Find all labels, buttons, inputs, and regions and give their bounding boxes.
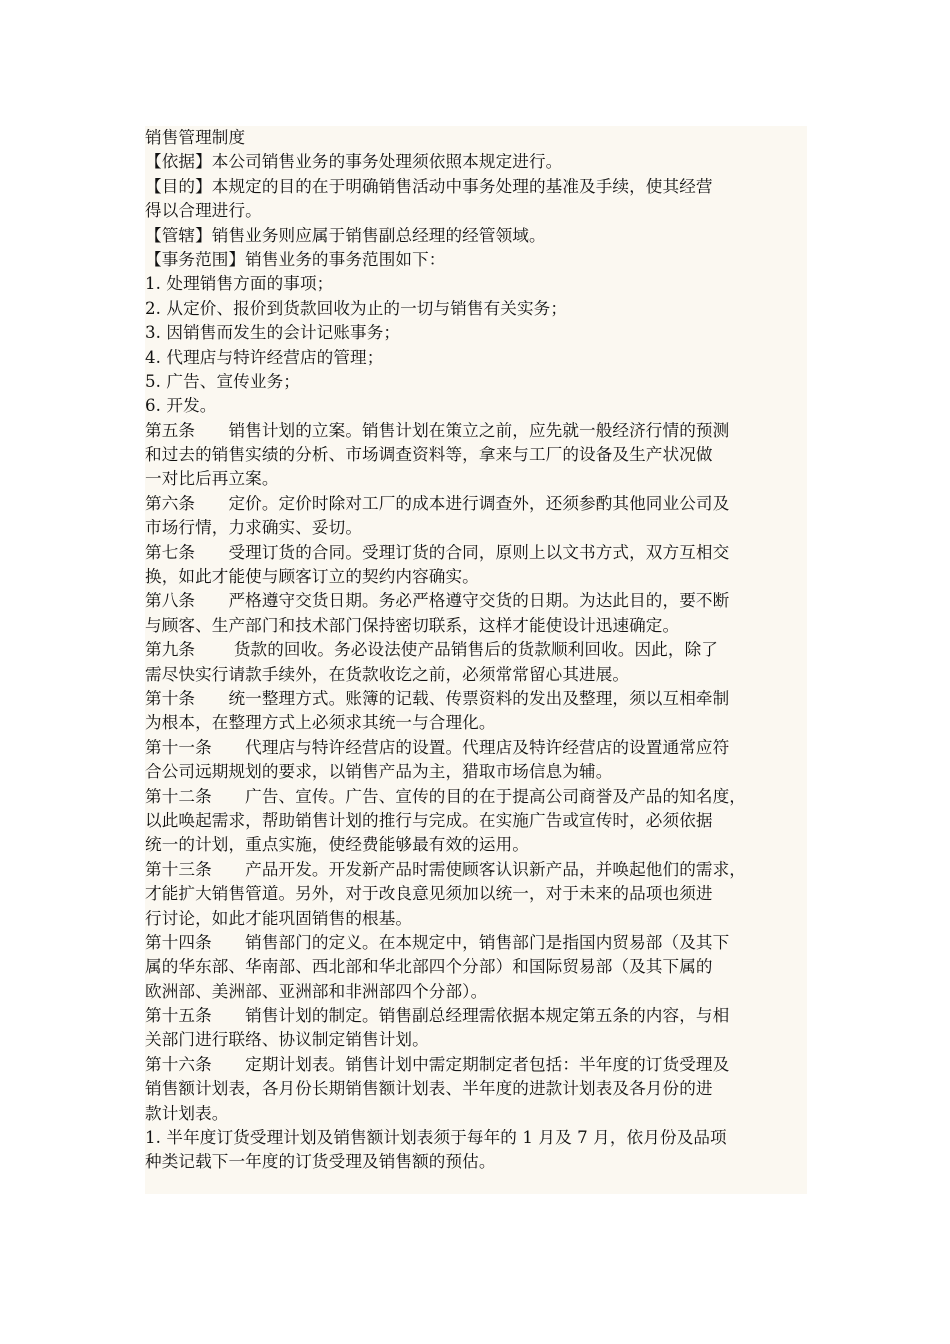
text-line: 【事务范围】销售业务的事务范围如下： xyxy=(145,249,446,269)
document-title: 销售管理制度 xyxy=(145,128,246,147)
text-line: 第十五条 销售计划的制定。销售副总经理需依据本规定第五条的内容，与相 xyxy=(145,1006,730,1026)
text-line: 第十条 统一整理方式。账簿的记载、传票资料的发出及整理，须以互相牵制 xyxy=(145,688,730,708)
text-line: 和过去的销售实绩的分析、市场调查资料等，拿来与工厂的设备及生产状况做 xyxy=(145,445,713,465)
text-line: 1. 处理销售方面的事项； xyxy=(145,274,334,294)
text-line: 第十四条 销售部门的定义。在本规定中，销售部门是指国内贸易部（及其下 xyxy=(145,932,730,952)
text-line: 第九条 货款的回收。务必设法使产品销售后的货款顺利回收。因此，除了 xyxy=(145,640,718,660)
text-line: 以此唤起需求，帮助销售计划的推行与完成。在实施广告或宣传时，必须依据 xyxy=(145,810,713,830)
text-line: 第十三条 产品开发。开发新产品时需使顾客认识新产品，并唤起他们的需求， xyxy=(145,859,746,879)
text-line: 【依据】本公司销售业务的事务处理须依照本规定进行。 xyxy=(145,152,563,172)
text-line: 一对比后再立案。 xyxy=(145,469,279,489)
text-line: 换，如此才能使与顾客订立的契约内容确实。 xyxy=(145,567,479,587)
text-line: 第六条 定价。定价时除对工厂的成本进行调查外，还须参酌其他同业公司及 xyxy=(145,493,730,513)
text-line: 属的华东部、华南部、西北部和华北部四个分部）和国际贸易部（及其下属的 xyxy=(145,957,713,977)
text-line: 1. 半年度订货受理计划及销售额计划表须于每年的 1 月及 7 月，依月份及品项 xyxy=(145,1128,727,1148)
text-line: 种类记载下一年度的订货受理及销售额的预估。 xyxy=(145,1152,496,1172)
text-line: 关部门进行联络、协议制定销售计划。 xyxy=(145,1030,429,1050)
text-line: 销售额计划表，各月份长期销售额计划表、半年度的进款计划表及各月份的进 xyxy=(145,1079,713,1099)
text-line: 第十二条 广告、宣传。广告、宣传的目的在于提高公司商誉及产品的知名度， xyxy=(145,786,746,806)
text-line: 欧洲部、美洲部、亚洲部和非洲部四个分部）。 xyxy=(145,981,488,1001)
document-page xyxy=(145,126,807,1194)
text-line: 合公司远期规划的要求，以销售产品为主，猎取市场信息为辅。 xyxy=(145,762,613,782)
text-line: 5. 广告、宣传业务； xyxy=(145,371,300,391)
text-line: 第十六条 定期计划表。销售计划中需定期制定者包括：半年度的订货受理及 xyxy=(145,1054,730,1074)
text-line: 市场行情，力求确实、妥切。 xyxy=(145,518,363,538)
text-line: 第八条 严格遵守交货日期。务必严格遵守交货的日期。为达此目的，要不断 xyxy=(145,591,730,611)
text-line: 才能扩大销售管道。另外，对于改良意见须加以统一，对于未来的品项也须进 xyxy=(145,884,713,904)
text-line: 4. 代理店与特许经营店的管理； xyxy=(145,347,384,367)
text-line: 统一的计划，重点实施，使经费能够最有效的运用。 xyxy=(145,835,529,855)
text-line: 第七条 受理订货的合同。受理订货的合同，原则上以文书方式，双方互相交 xyxy=(145,542,730,562)
text-line: 款计划表。 xyxy=(145,1103,229,1123)
text-line: 与顾客、生产部门和技术部门保持密切联系，这样才能使设计迅速确定。 xyxy=(145,615,680,635)
text-line: 6. 开发。 xyxy=(145,396,217,416)
text-line: 第五条 销售计划的立案。销售计划在策立之前，应先就一般经济行情的预测 xyxy=(145,420,730,440)
text-line: 第十一条 代理店与特许经营店的设置。代理店及特许经营店的设置通常应符 xyxy=(145,737,730,757)
text-line: 2. 从定价、报价到货款回收为止的一切与销售有关实务； xyxy=(145,298,568,318)
text-line: 【管辖】销售业务则应属于销售副总经理的经管领域。 xyxy=(145,225,546,245)
text-line: 【目的】本规定的目的在于明确销售活动中事务处理的基准及手续，使其经营 xyxy=(145,176,713,196)
text-line: 需尽快实行请款手续外，在货款收讫之前，必须常常留心其进展。 xyxy=(145,664,630,684)
text-line: 为根本，在整理方式上必须求其统一与合理化。 xyxy=(145,713,496,733)
text-line: 行讨论，如此才能巩固销售的根基。 xyxy=(145,908,413,928)
text-line: 3. 因销售而发生的会计记账事务； xyxy=(145,323,401,343)
text-line: 得以合理进行。 xyxy=(145,201,262,221)
